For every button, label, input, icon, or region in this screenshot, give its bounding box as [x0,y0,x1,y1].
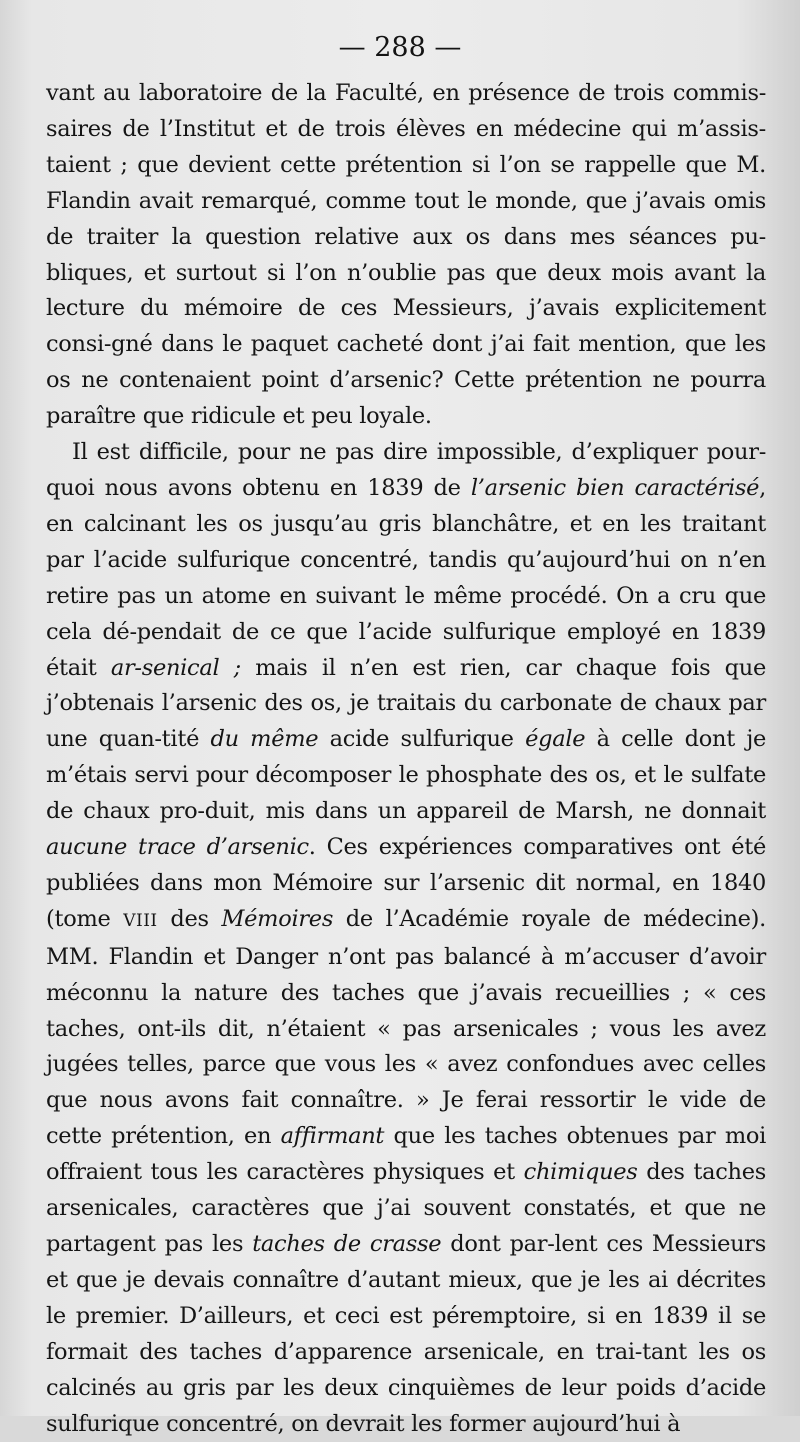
paragraph [46,435,766,1442]
text-run: de l’Académie royale de médecine). MM. Flandin et Danger n’ont pas balancé à m’accuser d’avoir méconnu la nature des taches que j’avais recueillies ; « ces taches, ont-ils dit, n’étaient « pas arsenicales ; vous les avez jugées telles, parce que vous les « avez confondues avec celles que nous avons fait connaître. » Je ferai ressortir le vide de cette prétention, en [46,905,767,1150]
text-run: vant au laboratoire de la Faculté, en présence de trois commis-saires de l’Institut et de trois élèves en médecine qui m’assis-taient ; que devient cette prétention si l’on se rappelle que M. Flandin avait remarqué, comme tout le monde, que j’avais omis de traiter la question relative aux os dans mes séances pu-bliques, et surtout si l’on n’oublie pas que deux mois avant la lecture du mémoire de ces Messieurs, j’avais explicitement consi-gné dans le paquet cacheté dont j’ai fait mention, que les os ne contenaient point d’arsenic? Cette prétention ne pourra paraître que ridicule et peu loyale. [46,80,766,430]
italic-text: l’arsenic bien caractérisé [470,474,760,501]
text-run: Il est difficile, pour ne pas dire impossible, d’expliquer pour-quoi nous avons obtenu en 1839 de [46,439,766,501]
italic-text: chimiques [523,1159,638,1186]
text-run: , en calcinant les os jusqu’au gris blanchâtre, et en les traitant par l’acide sulfurique concentré, tandis qu’aujourd’hui on n’en retire pas un atome en suivant le même procédé. On a cru que cela dé-pendait de ce que l’acide sulfurique employé en 1839 était [46,474,766,681]
text-run: dont par-lent ces Messieurs et que je devais connaître d’autant mieux, que je les ai décrites le premier. D’ailleurs, et ceci est péremptoire, si en 1839 il se formait des taches d’apparence arsenicale, en trai-tant les os calcinés au gris par les deux cinquièmes de leur poids d’acide sulfurique concentré, on devrait les former aujourd’hui à [46,1231,766,1437]
text-run: mais il n’en est rien, car chaque fois que j’obtenais l’arsenic des os, je traitais du carbonate de chaux par une quan-tité [46,654,766,753]
small-caps-text: VIII [123,910,158,931]
text-run: acide sulfurique [318,726,526,753]
paragraph [46,76,766,435]
italic-text: du même [210,726,319,753]
text-run: des [157,905,222,932]
page-number: — 288 — [338,32,462,63]
italic-text: ar-senical ; [110,654,241,681]
italic-text: aucune trace d’arsenic [46,834,309,861]
text-run: que les taches obtenues par moi offraient tous les caractères physiques et [46,1123,767,1186]
italic-text: Mémoires [221,905,334,932]
text-run: des taches arsenicales, caractères que j’ai souvent constatés, et que ne partagent pas les [46,1159,766,1257]
italic-text: affirmant [280,1123,385,1150]
italic-text: égale [525,726,586,753]
text-run: à celle dont je m’étais servi pour décomposer le phosphate des os, et le sulfate de chaux pro-duit, mis dans un appareil de Marsh, ne donnait [46,726,767,825]
italic-text: taches de crasse [252,1231,442,1257]
text-run: . Ces expériences comparatives ont été publiées dans mon Mémoire sur l’arsenic dit normal, en 1840 (tome [46,834,766,932]
page-body-text [46,76,766,1442]
